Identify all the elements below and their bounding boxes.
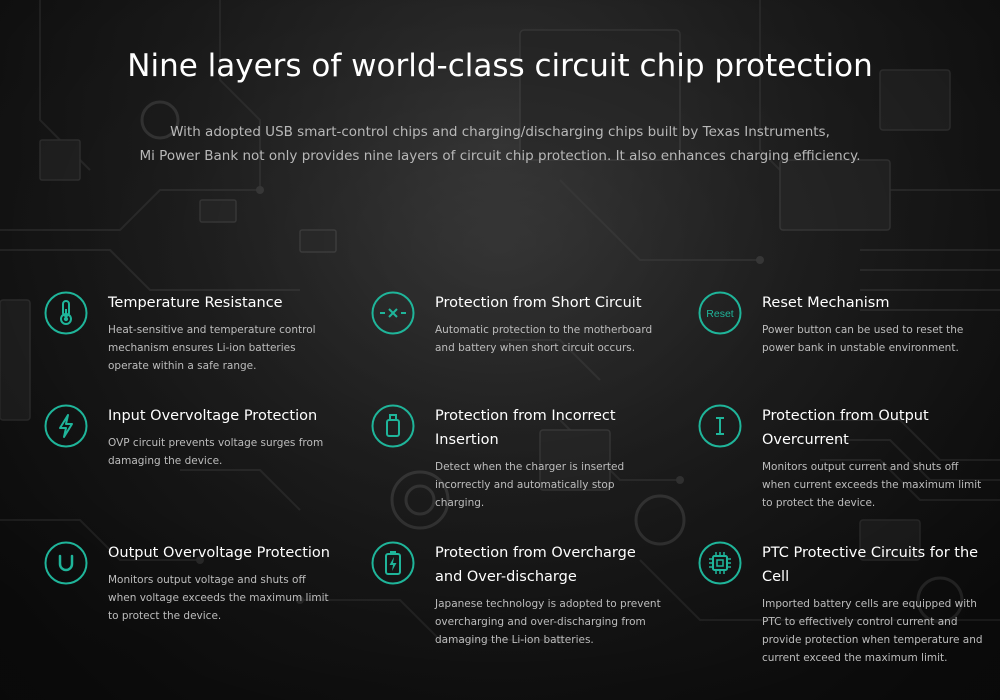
feature-description: Japanese technology is adopted to prevent overcharging and over-discharging from damaging the Li-ion batteries. xyxy=(435,598,661,646)
feature-title: Reset Mechanism xyxy=(762,295,890,311)
current-icon xyxy=(698,404,742,448)
feature-title: PTC Protective Circuits for the Cell xyxy=(762,545,979,585)
feature-title: Protection from Incorrect Insertion xyxy=(435,408,616,448)
battery-charge-icon xyxy=(371,541,415,585)
feature-text xyxy=(108,404,334,470)
feature-description: Automatic protection to the motherboard and battery when short circuit occurs. xyxy=(435,324,653,354)
feature-description: OVP circuit prevents voltage surges from damaging the device. xyxy=(108,437,324,467)
thermometer-icon xyxy=(44,291,88,335)
feature-text xyxy=(435,404,661,512)
svg-text:Reset: Reset xyxy=(706,308,734,320)
subtitle-line-1: With adopted USB smart-control chips and charging/discharging chips built by Texas Instruments, xyxy=(170,124,830,140)
feature-description: Monitors output voltage and shuts off when voltage exceeds the maximum limit to protect the device. xyxy=(108,574,329,622)
feature-title: Temperature Resistance xyxy=(108,295,283,311)
feature-description: Imported battery cells are equipped with PTC to effectively control current and provide protection when temperature and current exceed the maximum limit. xyxy=(762,598,983,664)
feature-title: Protection from Overcharge and Over-discharge xyxy=(435,545,636,585)
feature-description: Monitors output current and shuts off when current exceeds the maximum limit to protect the device. xyxy=(762,461,982,509)
feature-text xyxy=(108,541,334,625)
magnet-icon xyxy=(44,541,88,585)
subtitle-line-2: Mi Power Bank not only provides nine layers of circuit chip protection. It also enhances charging efficiency. xyxy=(139,148,861,164)
feature-description: Heat-sensitive and temperature control mechanism ensures Li-ion batteries operate within a safe range. xyxy=(108,324,316,372)
usb-plug-icon xyxy=(371,404,415,448)
feature-text xyxy=(435,291,661,357)
page-title: Nine layers of world-class circuit chip protection xyxy=(127,48,873,84)
feature-text xyxy=(762,291,988,357)
feature-title: Protection from Short Circuit xyxy=(435,295,642,311)
chip-icon xyxy=(698,541,742,585)
subtitle xyxy=(0,120,1000,168)
feature-title: Input Overvoltage Protection xyxy=(108,408,318,424)
short-circuit-icon xyxy=(371,291,415,335)
feature-title: Protection from Output Overcurrent xyxy=(762,408,929,448)
lightning-icon xyxy=(44,404,88,448)
feature-description: Detect when the charger is inserted incorrectly and automatically stop charging. xyxy=(435,461,625,509)
feature-title: Output Overvoltage Protection xyxy=(108,545,330,561)
feature-text xyxy=(435,541,661,649)
feature-text xyxy=(762,404,988,512)
feature-description: Power button can be used to reset the power bank in unstable environment. xyxy=(762,324,964,354)
feature-text xyxy=(108,291,334,375)
reset-icon xyxy=(698,291,742,335)
feature-text xyxy=(762,541,988,667)
